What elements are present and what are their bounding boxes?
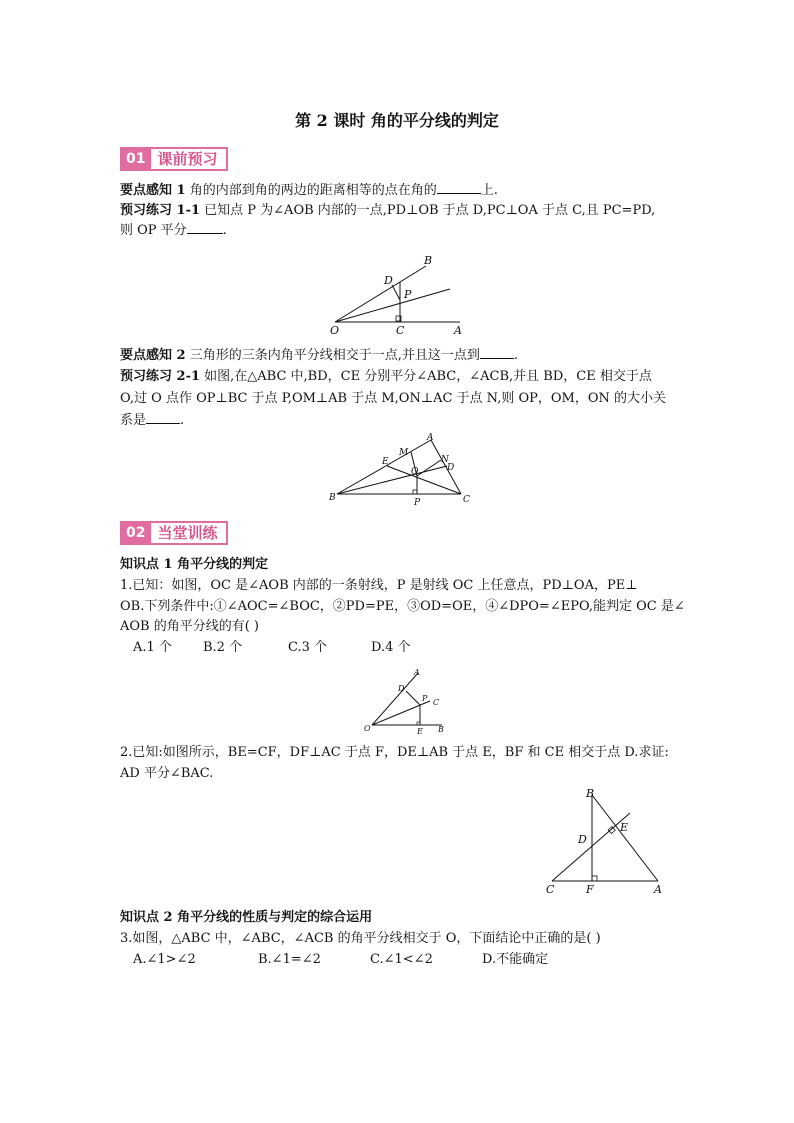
label-A: A	[654, 883, 662, 896]
answer-blank	[437, 181, 481, 194]
figure-right-triangle	[540, 785, 670, 897]
knowledge-point-2-heading: 知识点 2 角平分线的性质与判定的综合运用	[120, 910, 373, 925]
key-point-2	[120, 346, 518, 366]
label-N: N	[441, 455, 449, 465]
option-d: D.4 个	[371, 640, 411, 655]
question-1-line2: OB.下列条件中:①∠AOC=∠BOC，②PD=PE，③OD=OE，④∠DPO=∠EPO,能判定 OC 是∠	[120, 599, 685, 614]
label-E: E	[382, 457, 389, 467]
exercise-1-1-tail: .	[222, 223, 227, 238]
label-M: M	[399, 448, 409, 458]
label-D: D	[447, 463, 455, 473]
figure-angle-bisector-1	[320, 250, 480, 340]
option-c: C.3 个	[288, 640, 328, 655]
option-a: A.∠1>∠2	[133, 952, 196, 967]
exercise-2-1-line2: O,过 O 点作 OP⊥BC 于点 P,OM⊥AB 于点 M,ON⊥AC 于点 N,则 OP，OM，ON 的大小关	[120, 391, 667, 406]
label-C: C	[396, 324, 405, 337]
section-header-preview	[120, 147, 228, 171]
section-label: 课前预习	[151, 147, 227, 171]
exercise-1-1-text2: 则 OP 平分	[120, 223, 187, 238]
label-D: D	[398, 684, 405, 693]
label-P: P	[404, 288, 412, 301]
question-3-line1: 3.如图，△ABC 中，∠ABC，∠ACB 的角平分线相交于 O，下面结论中正确的是( )	[120, 931, 601, 946]
key-point-1-text: 角的内部到角的两边的距离相等的点在角的	[189, 183, 437, 198]
key-point-2-text: 三角形的三条内角平分线相交于一点,并且这一点到	[189, 348, 480, 363]
figure-triangle-incenter	[325, 430, 475, 510]
option-d: D.不能确定	[482, 952, 549, 967]
label-O: O	[330, 324, 340, 337]
page-title: 第 2 课时 角的平分线的判定	[295, 111, 499, 130]
label-B: B	[586, 787, 595, 800]
label-P: P	[414, 498, 421, 508]
question-2-line2: AD 平分∠BAC.	[120, 766, 214, 781]
label-F: F	[586, 883, 594, 896]
exercise-1-1-head: 预习练习 1-1	[120, 203, 201, 218]
label-E: E	[417, 727, 423, 735]
label-O: O	[411, 467, 419, 477]
exercise-2-1-line3	[120, 411, 184, 431]
answer-blank	[480, 346, 514, 359]
key-point-2-tail: .	[513, 348, 518, 363]
knowledge-point-1-heading: 知识点 1 角平分线的判定	[120, 557, 269, 572]
label-A: A	[454, 324, 462, 337]
label-B: B	[329, 493, 336, 503]
label-A: A	[414, 668, 420, 677]
option-b: B.2 个	[203, 640, 243, 655]
label-B: B	[438, 725, 444, 734]
section-header-practice	[120, 521, 228, 545]
label-B: B	[424, 254, 433, 267]
section-label: 当堂训练	[151, 521, 227, 545]
exercise-2-1-head: 预习练习 2-1	[120, 369, 201, 384]
key-point-2-head: 要点感知 2	[120, 348, 186, 363]
label-C: C	[546, 883, 555, 896]
exercise-1-1-text: 已知点 P 为∠AOB 内部的一点,PD⊥OB 于点 D,PC⊥OA 于点 C,且 PC=PD,	[204, 203, 656, 218]
label-A: A	[427, 433, 434, 443]
label-O: O	[364, 724, 371, 733]
label-E: E	[620, 821, 629, 834]
label-D: D	[384, 274, 393, 287]
label-C: C	[463, 495, 470, 505]
option-a: A.1 个	[133, 640, 172, 655]
question-1-line3: AOB 的角平分线的有( )	[120, 619, 260, 634]
label-P: P	[422, 694, 428, 703]
key-point-1-tail: 上.	[480, 183, 498, 198]
exercise-2-1-text3: 系是	[120, 413, 147, 428]
key-point-1	[120, 181, 498, 201]
question-2-line1: 2.已知:如图所示，BE=CF，DF⊥AC 于点 F，DE⊥AB 于点 E，BF 和 CE 相交于点 D.求证:	[120, 745, 669, 760]
question-3-options	[133, 950, 548, 970]
answer-blank	[146, 411, 180, 424]
exercise-1-1-line1	[120, 201, 655, 221]
question-1-line1: 1.已知：如图，OC 是∠AOB 内部的一条射线，P 是射线 OC 上任意点，PD⊥OA，PE⊥	[120, 578, 638, 593]
exercise-2-1-text: 如图,在△ABC 中,BD，CE 分别平分∠ABC，∠ACB,并且 BD，CE 相交于点	[204, 369, 652, 384]
label-C: C	[433, 698, 440, 707]
exercise-2-1-tail: .	[180, 413, 185, 428]
section-number: 02	[120, 521, 151, 545]
exercise-1-1-line2	[120, 221, 227, 241]
figure-angle-aob	[362, 665, 452, 735]
label-D: D	[578, 833, 587, 846]
option-b: B.∠1=∠2	[258, 952, 321, 967]
section-number: 01	[120, 147, 151, 171]
answer-blank	[187, 221, 223, 234]
option-c: C.∠1<∠2	[370, 952, 433, 967]
key-point-1-head: 要点感知 1	[120, 183, 186, 198]
question-1-options	[133, 638, 411, 658]
exercise-2-1-line1	[120, 367, 652, 387]
